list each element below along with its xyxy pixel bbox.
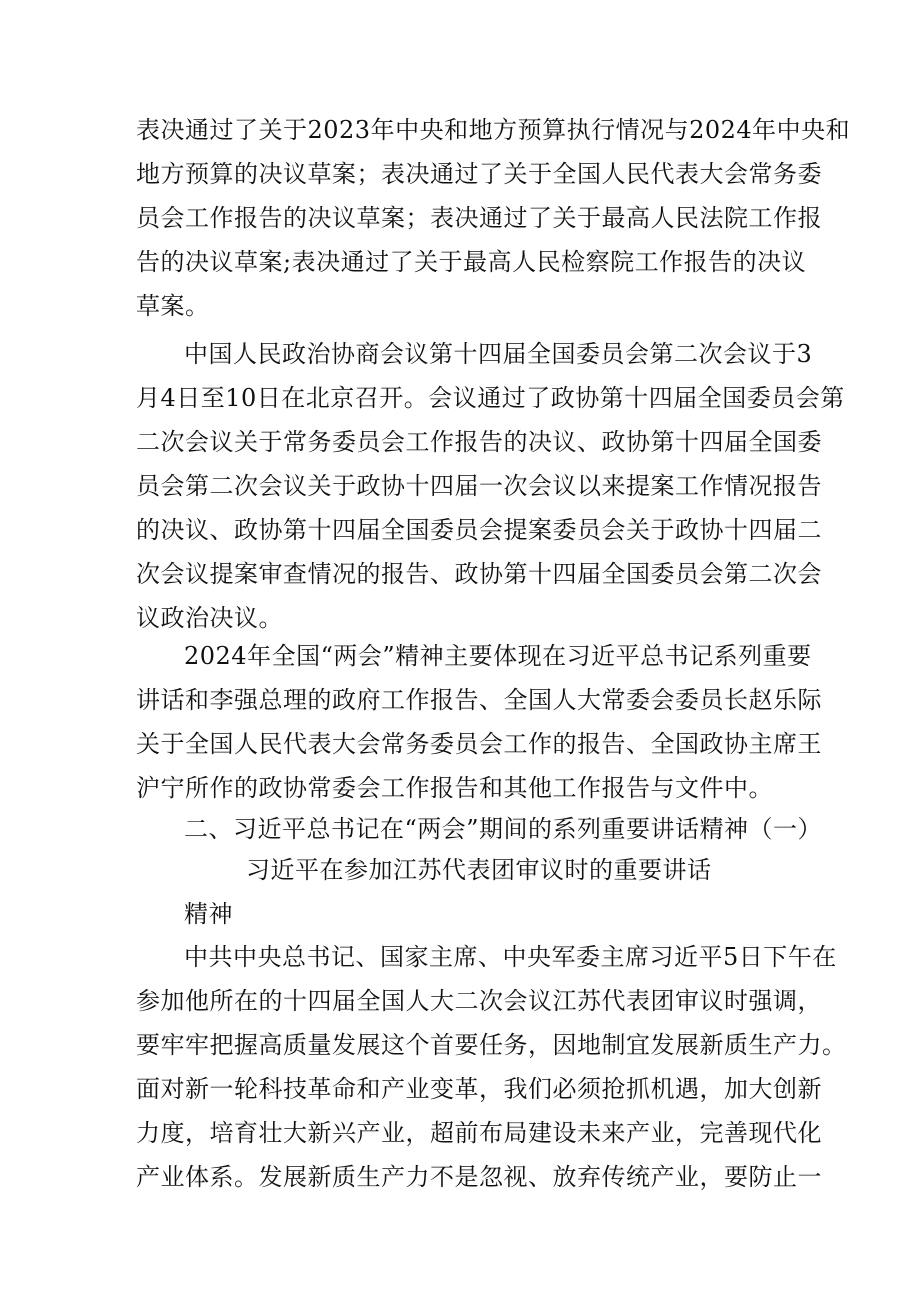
body-line-1: 表决通过了关于2023年中央和地方预算执行情况与2024年中央和 [136,116,851,144]
body-line-3: 员会工作报告的决议草案；表决通过了关于最高人民法院工作报 [136,204,822,232]
body-line-5: 草案。 [136,292,210,320]
paragraph-cppcc-line-7: 议政治决议。 [136,604,283,632]
paragraph-cppcc-line-2: 月4日至10日在北京召开。会议通过了政协第十四届全国委员会第 [136,384,845,412]
subsection-title-line-1: 习近平在参加江苏代表团审议时的重要讲话 [246,856,712,884]
paragraph-cppcc-line-6: 次会议提案审查情况的报告、政协第十四届全国委员会第二次会 [136,560,822,588]
paragraph-cppcc-line-5: 的决议、政协第十四届全国委员会提案委员会关于政协十四届二 [136,516,822,544]
paragraph-spirit-line-3: 关于全国人民代表大会常务委员会工作的报告、全国政协主席王 [136,730,822,758]
body-line-2: 地方预算的决议草案；表决通过了关于全国人民代表大会常务委 [136,160,822,188]
paragraph-speech-line-5: 力度，培育壮大新兴产业，超前布局建设未来产业，完善现代化 [136,1119,822,1147]
section-heading: 二、习近平总书记在“两会”期间的系列重要讲话精神（一） [184,815,823,843]
paragraph-speech-line-2: 参加他所在的十四届全国人大二次会议江苏代表团审议时强调， [136,987,822,1015]
paragraph-spirit-line-1: 2024年全国“两会”精神主要体现在习近平总书记系列重要 [184,642,812,670]
subsection-title-line-2: 精神 [184,900,233,928]
paragraph-speech-line-6: 产业体系。发展新质生产力不是忽视、放弃传统产业，要防止一 [136,1163,822,1191]
paragraph-speech-line-1: 中共中央总书记、国家主席、中央军委主席习近平5日下午在 [184,943,837,971]
paragraph-spirit-line-2: 讲话和李强总理的政府工作报告、全国人大常委会委员长赵乐际 [136,686,822,714]
paragraph-spirit-line-4: 沪宁所作的政协常委会工作报告和其他工作报告与文件中。 [136,774,773,802]
paragraph-speech-line-3: 要牢牢把握高质量发展这个首要任务，因地制宜发展新质生产力。 [136,1031,847,1059]
paragraph-cppcc-line-1: 中国人民政治协商会议第十四届全国委员会第二次会议于3 [184,340,813,368]
paragraph-cppcc-line-3: 二次会议关于常务委员会工作报告的决议、政协第十四届全国委 [136,428,822,456]
paragraph-cppcc-line-4: 员会第二次会议关于政协十四届一次会议以来提案工作情况报告 [136,472,822,500]
body-line-4: 告的决议草案;表决通过了关于最高人民检察院工作报告的决议 [136,248,807,276]
paragraph-speech-line-4: 面对新一轮科技革命和产业变革，我们必须抢抓机遇，加大创新 [136,1075,822,1103]
